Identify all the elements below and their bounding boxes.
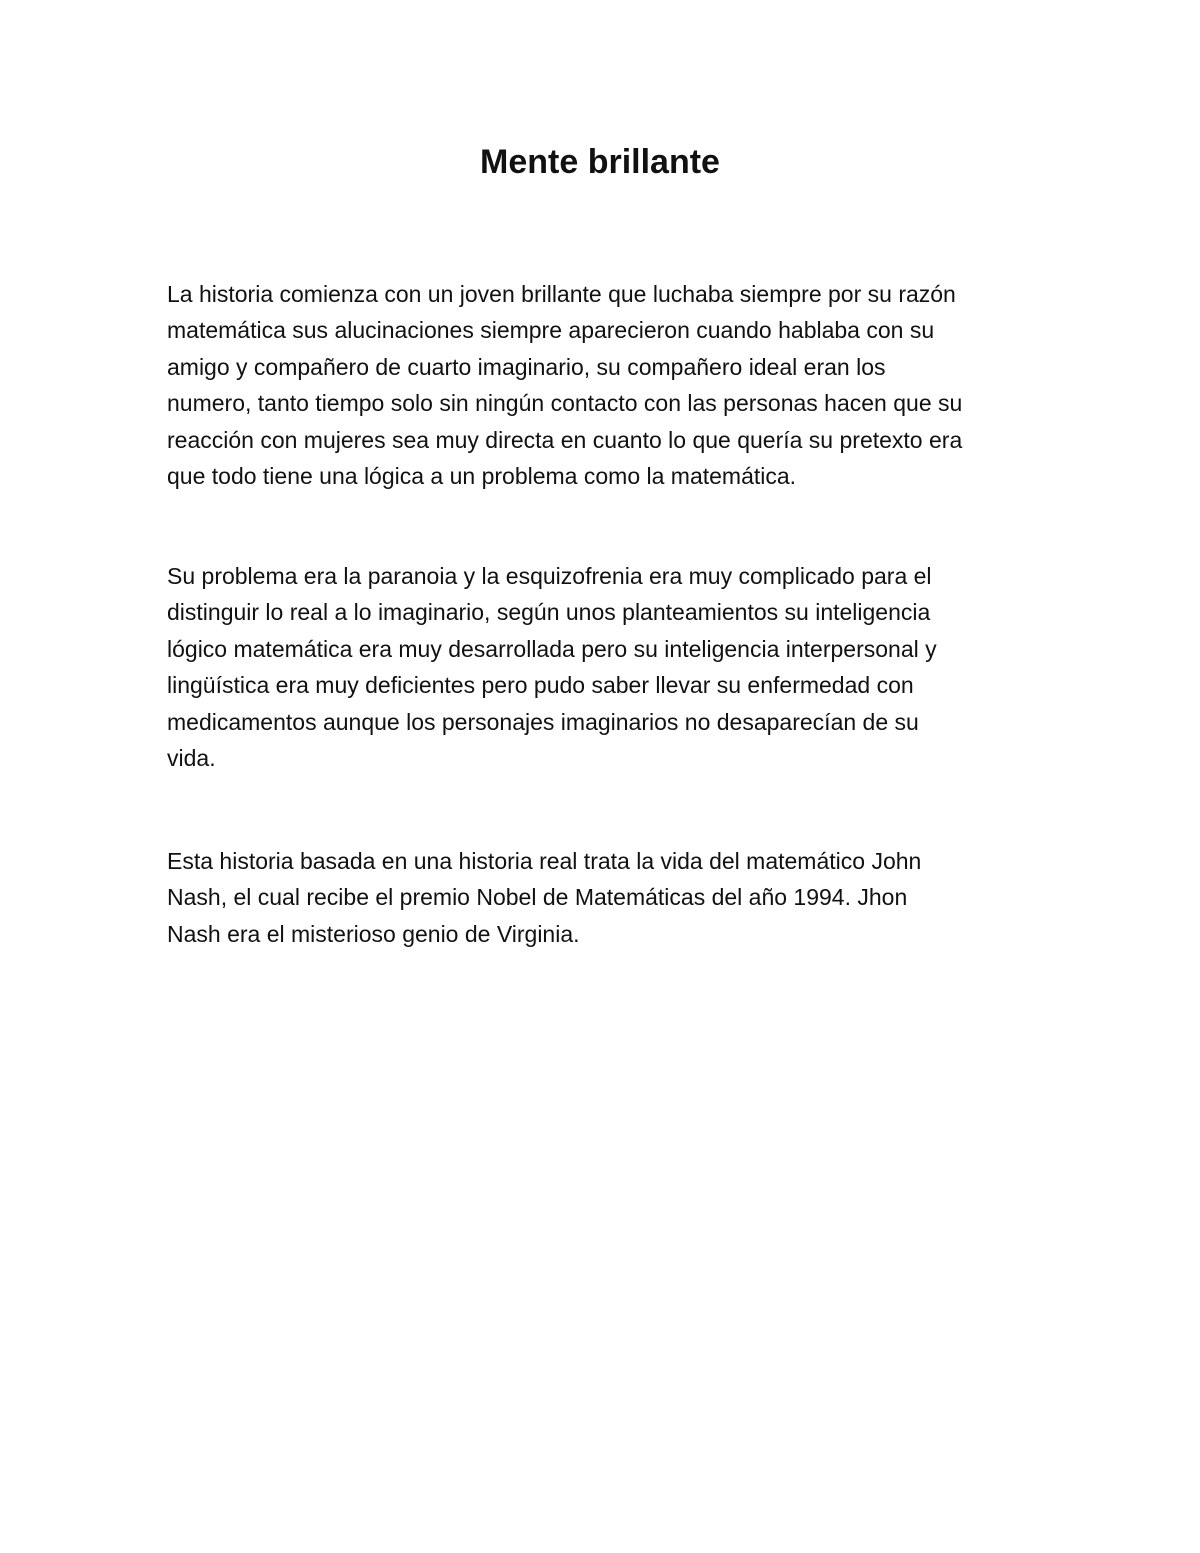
- document-title: Mente brillante: [480, 143, 720, 181]
- paragraph-line: vida.: [167, 745, 216, 772]
- paragraph-line: reacción con mujeres sea muy directa en cuanto lo que quería su pretexto era: [167, 426, 963, 453]
- paragraph-line: que todo tiene una lógica a un problema como la matemática.: [167, 463, 797, 490]
- paragraph-3: [167, 843, 1047, 952]
- paragraph-line: medicamentos aunque los personajes imaginarios no desaparecían de su: [167, 708, 919, 735]
- paragraph-line: amigo y compañero de cuarto imaginario, su compañero ideal eran los: [167, 353, 886, 380]
- paragraph-line: Su problema era la paranoia y la esquizofrenia era muy complicado para el: [167, 563, 932, 589]
- paragraph-2: [167, 558, 1047, 776]
- paragraph-line: numero, tanto tiempo solo sin ningún contacto con las personas hacen que su: [167, 390, 963, 417]
- paragraph-line: La historia comienza con un joven brillante que luchaba siempre por su razón: [167, 281, 956, 307]
- paragraph-1: [167, 276, 1047, 494]
- paragraph-line: Nash era el misterioso genio de Virginia.: [167, 920, 580, 947]
- paragraph-line: matemática sus alucinaciones siempre aparecieron cuando hablaba con su: [167, 317, 935, 344]
- paragraph-line: Nash, el cual recibe el premio Nobel de Matemáticas del año 1994. Jhon: [167, 884, 908, 911]
- paragraph-line: lingüística era muy deficientes pero pudo saber llevar su enfermedad con: [167, 672, 914, 699]
- paragraph-line: Esta historia basada en una historia real trata la vida del matemático John: [167, 848, 922, 874]
- paragraph-line: distinguir lo real a lo imaginario, según unos planteamientos su inteligencia: [167, 599, 931, 626]
- paragraph-line: lógico matemática era muy desarrollada pero su inteligencia interpersonal y: [167, 635, 937, 662]
